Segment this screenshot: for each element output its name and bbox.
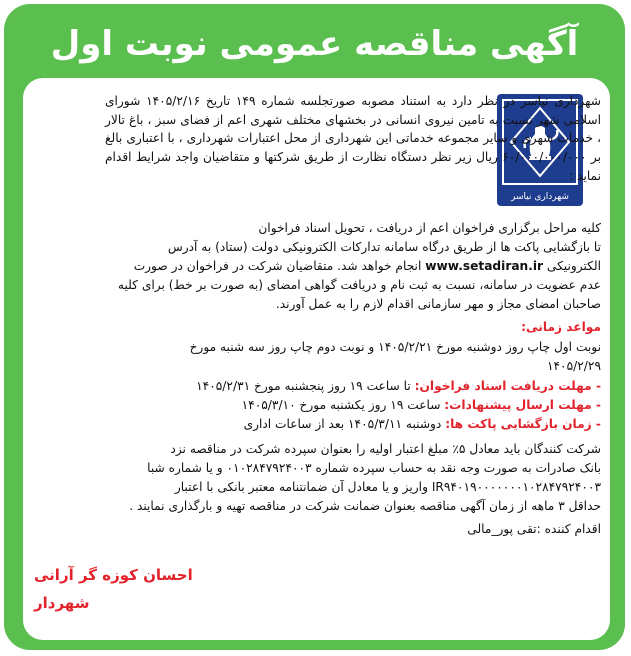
deadline-proposals-label: - مهلت ارسال پیشنهادات: <box>444 398 601 412</box>
schedule-line-2: ۱۴۰۵/۲/۲۹ <box>546 359 601 373</box>
intro-paragraph: شهرداری نیاسر در نظر دارد به استناد مصوبه صورتجلسه شماره ۱۴۹ تاریخ ۱۴۰۵/۲/۱۶ شورای اسلامی شهر نسبت به تامین نیروی انسانی در بخشهای مختلف شهری اعم از فضای سبز ، باغ تالار ، خدمات شهری و سایر مجموعه خدماتی این شهرداری از محل اعتبارات شهرداری ، با اعتباری بالغ بر ۶۰/۰۰۰/۰۰۰/۰۰۰ ریال زیر نظر دستگاه نظارت از طریق شرکتها و متقاضیان واجد شرایط اقدام نماید : <box>105 94 601 183</box>
notice-title: آگهی مناقصه عمومی نوبت اول <box>50 24 579 64</box>
process-line-1: کلیه مراحل برگزاری فراخوان اعم از دریافت ، تحویل اسناد فراخوان <box>258 221 601 235</box>
deadline-proposals <box>34 396 601 414</box>
deadline-proposals-value: ساعت ۱۹ روز یکشنبه مورخ ۱۴۰۵/۳/۱۰ <box>241 398 445 412</box>
guarantee-line-2: بانک صادرات به صورت وجه نقد به حساب سپرده شماره ۰۱۰۲۸۴۷۹۲۴۰۰۳ و یا شماره شبا <box>147 461 601 475</box>
process-line-3 <box>34 257 601 275</box>
signer-title: شهردار <box>34 594 90 612</box>
deadline-documents <box>34 377 601 395</box>
process-line-3-start: الکترونیکی <box>543 259 601 273</box>
process-line-3-end: انجام خواهد شد. متقاضیان شرکت در فراخوان در صورت <box>133 259 426 273</box>
deadline-documents-value: تا ساعت ۱۹ روز پنجشنبه مورخ ۱۴۰۵/۲/۳۱ <box>196 379 415 393</box>
guarantee-line-3: IR۹۴۰۱۹۰۰۰۰۰۰۰۱۰۲۸۴۷۹۲۴۰۰۳ واریز و یا معادل آن ضمانتنامه معتبر بانکی با اعتبار <box>174 480 601 494</box>
guarantee-line-4: حداقل ۳ ماهه از زمان آگهی مناقصه بعنوان ضمانت شرکت در مناقصه تهیه و بارگذاری نمایند . <box>129 499 601 513</box>
opening-time-label: - زمان بازگشایی پاکت ها: <box>445 417 601 431</box>
guarantee-line-1: شرکت کنندگان باید معادل ۵٪ مبلغ اعتبار اولیه را بعنوان سپرده شرکت در مناقصه نزد <box>170 442 601 456</box>
opening-time-value: دوشنبه ۱۴۰۵/۳/۱۱ بعد از ساعات اداری <box>243 417 446 431</box>
opening-time <box>34 415 601 433</box>
signer-name: احسان کوزه گر آرانی <box>34 566 193 584</box>
action-officer: اقدام کننده :تقی پور_مالی <box>467 522 601 536</box>
deadline-documents-label: - مهلت دریافت اسناد فراخوان: <box>414 379 601 393</box>
schedule-line-1: نوبت اول چاپ روز دوشنبه مورخ ۱۴۰۵/۲/۲۱ و نوبت دوم چاپ روز سه شنبه مورخ <box>189 340 601 354</box>
process-line-4: عدم عضویت در سامانه، نسبت به ثبت نام و دریافت گواهی امضای (به صورت بر خط) برای کلیه <box>117 278 601 292</box>
schedule-heading: مواعد زمانی: <box>521 320 601 334</box>
logo-caption: شهرداری نیاسر <box>511 192 569 202</box>
process-line-5: صاحبان امضای مجاز و مهر سازمانی اقدام لازم را به عمل آورند. <box>275 297 601 311</box>
process-line-2: تا بازگشایی پاکت ها از طریق درگاه سامانه تدارکات الکترونیکی دولت (ستاد) به آدرس <box>167 240 601 254</box>
website-link[interactable]: www.setadiran.ir <box>425 259 544 273</box>
